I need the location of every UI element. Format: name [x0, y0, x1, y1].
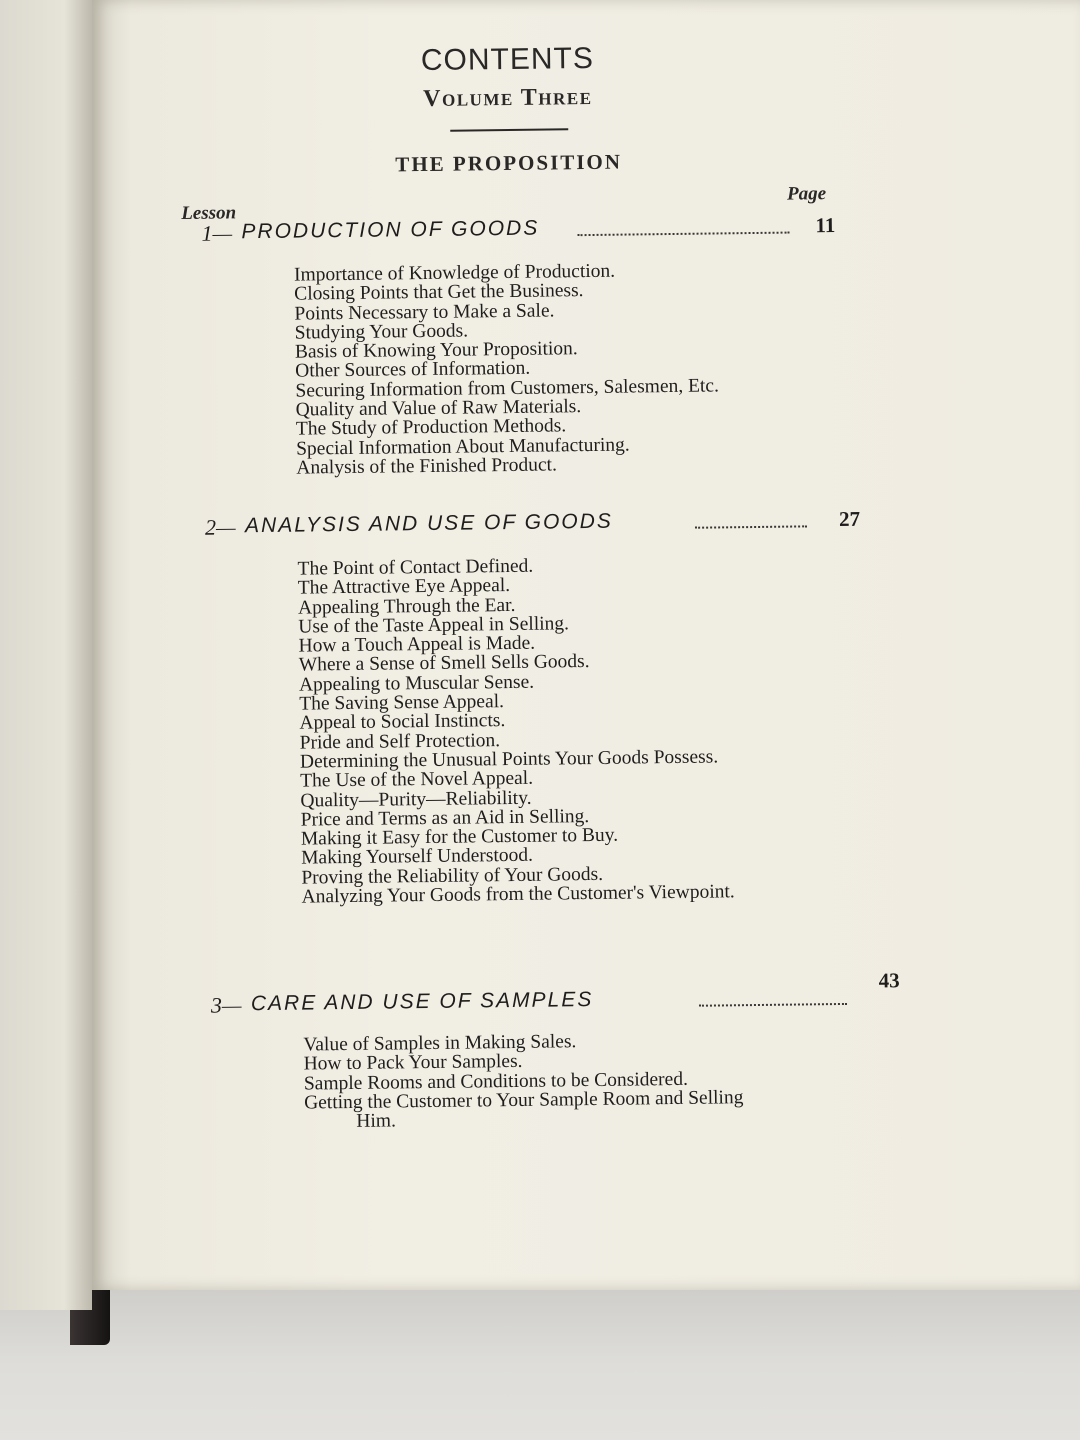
lesson-entry-2 — [91, 506, 861, 546]
page-column-label: Page — [786, 183, 827, 205]
topic-item: Use of the Taste Appeal in Selling. — [298, 613, 570, 638]
lesson-page-number: 43 — [878, 968, 900, 993]
topic-item: Value of Samples in Making Sales. — [303, 1031, 577, 1056]
topic-item: Price and Terms as an Aid in Selling. — [300, 805, 590, 831]
topic-item: Him. — [356, 1110, 397, 1133]
lesson-title: PRODUCTION OF GOODS — [241, 216, 540, 244]
lesson-title: ANALYSIS AND USE OF GOODS — [244, 509, 614, 538]
topic-item: Making it Easy for the Customer to Buy. — [300, 824, 619, 850]
book-page — [92, 0, 1080, 1290]
topic-item: Analyzing Your Goods from the Customer's Viewpoint. — [301, 881, 735, 908]
lesson-number: 1— — [201, 220, 233, 246]
page-title: CONTENTS — [420, 41, 595, 78]
topic-item: Quality and Value of Raw Materials. — [295, 396, 582, 421]
topic-item: Appealing to Muscular Sense. — [298, 671, 535, 696]
lesson-entry-3 — [97, 968, 900, 1024]
topic-item: Appealing Through the Ear. — [297, 594, 516, 619]
topic-item: How to Pack Your Samples. — [303, 1051, 523, 1075]
topic-item: The Saving Sense Appeal. — [299, 691, 505, 715]
topic-item: The Point of Contact Defined. — [297, 555, 534, 580]
topic-item: How a Touch Appeal is Made. — [298, 632, 536, 657]
topic-item: Sample Rooms and Conditions to be Considered. — [303, 1068, 689, 1095]
topic-item: Other Sources of Information. — [295, 358, 531, 383]
lesson-number: 2— — [204, 514, 236, 540]
lesson-number: 3— — [210, 992, 242, 1018]
topic-item: The Use of the Novel Appeal. — [300, 768, 534, 792]
topic-item: Importance of Knowledge of Production. — [293, 260, 616, 286]
volume-title: Volume Three — [423, 83, 593, 113]
table-surface — [0, 1290, 1080, 1440]
topic-item: Securing Information from Customers, Salesmen, Etc. — [295, 375, 720, 402]
topic-item: Pride and Self Protection. — [299, 729, 501, 754]
topic-item: Where a Sense of Smell Sells Goods. — [298, 651, 590, 677]
topic-item: The Attractive Eye Appeal. — [297, 575, 511, 599]
topic-item: Special Information About Manufacturing. — [296, 434, 630, 460]
topic-item: Analysis of the Finished Product. — [296, 454, 558, 479]
lesson-page-number: 27 — [838, 506, 861, 531]
lesson-title: CARE AND USE OF SAMPLES — [250, 988, 594, 1016]
section-title: THE PROPOSITION — [395, 149, 623, 177]
leader-dots — [695, 523, 807, 528]
topic-item: Determining the Unusual Points Your Goods Possess. — [299, 746, 719, 773]
topic-item: Basis of Knowing Your Proposition. — [294, 338, 578, 363]
title-divider — [450, 128, 568, 131]
left-page-edge — [0, 0, 92, 1310]
topic-item: Studying Your Goods. — [294, 320, 469, 344]
topic-list-3 — [303, 1030, 743, 1132]
topic-item: Closing Points that Get the Business. — [294, 280, 584, 305]
topic-item: The Study of Production Methods. — [295, 415, 567, 440]
topic-item: Making Yourself Understood. — [301, 845, 534, 870]
topic-item: Points Necessary to Make a Sale. — [294, 300, 555, 325]
lesson-column-label: Lesson — [181, 202, 237, 224]
topic-item: Proving the Reliability of Your Goods. — [301, 863, 604, 889]
contents-page — [85, 0, 1080, 1296]
leader-dots — [699, 1001, 847, 1007]
topic-list-1 — [294, 260, 720, 477]
topic-item: Appeal to Social Instincts. — [299, 710, 506, 734]
topic-list-2 — [297, 554, 734, 907]
topic-item: Getting the Customer to Your Sample Room and Selling — [303, 1087, 744, 1114]
topic-item: Quality—Purity—Reliability. — [300, 787, 532, 812]
leader-dots — [578, 230, 790, 237]
lesson-page-number: 11 — [815, 213, 836, 238]
